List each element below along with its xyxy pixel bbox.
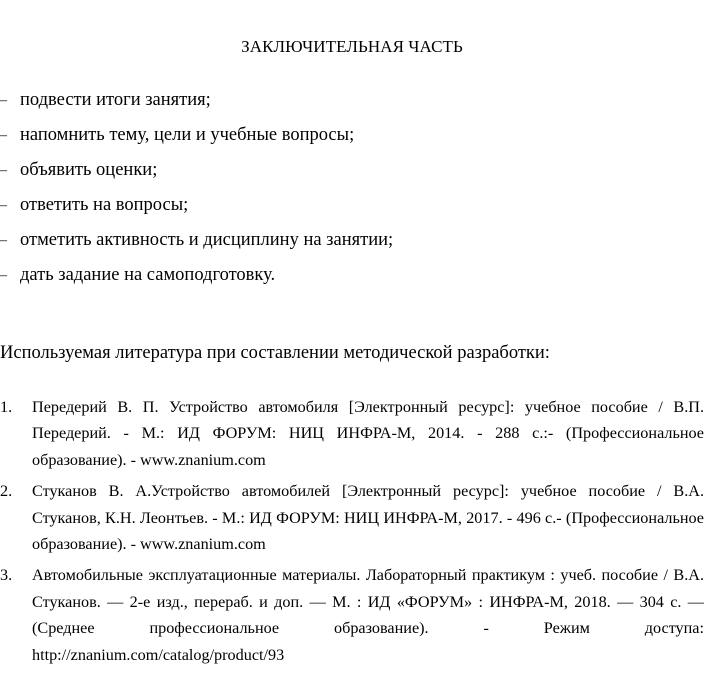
list-item bbox=[0, 86, 704, 121]
reference-item bbox=[0, 478, 704, 557]
literature-heading: Используемая литература при составлении методической разработки: bbox=[0, 343, 550, 363]
reference-list bbox=[0, 394, 704, 673]
reference-number: 3. bbox=[0, 566, 13, 585]
reference-text: Передерий В. П. Устройство автомобиля [Электронный ресурс]: учебное пособие / В.П. Передерий. - М.: ИД ФОРУМ: НИЦ ИНФРА-М, 2014. - 288 с.:- (Профессиональное образование). - www.znanium.com bbox=[32, 398, 704, 469]
bullet-dash: – bbox=[0, 93, 7, 108]
reference-text: Автомобильные эксплуатационные материалы. Лабораторный практикум : учеб. пособие / В.А. Стуканов. — 2-е изд., перераб. и доп. — М. : ИД «ФОРУМ» : ИНФРА-М, 2018. — 304 с. — (Среднее профессиональное образование). - Режим доступа: http://znanium.com/catalog/product/93 bbox=[32, 566, 704, 664]
list-item bbox=[0, 226, 704, 261]
list-item bbox=[0, 261, 704, 296]
list-item-text: дать задание на самоподготовку. bbox=[20, 265, 276, 285]
list-item-text: отметить активность и дисциплину на занятии; bbox=[20, 230, 394, 250]
bullet-dash: – bbox=[0, 163, 7, 178]
list-item bbox=[0, 156, 704, 191]
bullet-dash: – bbox=[0, 233, 7, 248]
section-title: ЗАКЛЮЧИТЕЛЬНАЯ ЧАСТЬ bbox=[241, 37, 463, 56]
list-item-text: объявить оценки; bbox=[20, 160, 158, 180]
list-item bbox=[0, 191, 704, 226]
bullet-dash: – bbox=[0, 268, 7, 283]
reference-item bbox=[0, 394, 704, 473]
reference-number: 2. bbox=[0, 482, 13, 501]
reference-item bbox=[0, 562, 704, 668]
reference-number: 1. bbox=[0, 398, 13, 416]
list-item-text: напомнить тему, цели и учебные вопросы; bbox=[20, 125, 355, 145]
list-item-text: подвести итоги занятия; bbox=[20, 90, 211, 110]
bullet-dash: – bbox=[0, 128, 7, 143]
reference-text: Стуканов В. А.Устройство автомобилей [Электронный ресурс]: учебное пособие / В.А. Стуканов, К.Н. Леонтьев. - М.: ИД ФОРУМ: НИЦ ИНФРА-М, 2017. - 496 с.- (Профессиональное образование). - www.znanium.com bbox=[32, 482, 704, 554]
list-item bbox=[0, 121, 704, 156]
task-list bbox=[0, 86, 704, 296]
bullet-dash: – bbox=[0, 198, 7, 213]
list-item-text: ответить на вопросы; bbox=[20, 195, 189, 215]
